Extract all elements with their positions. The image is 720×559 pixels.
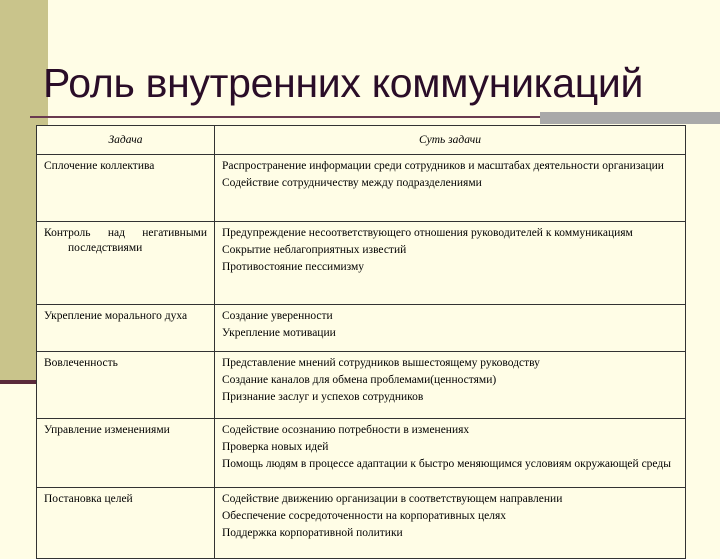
essence-item: Противостояние пессимизму bbox=[222, 261, 365, 273]
task-label: Сплочение коллектива bbox=[44, 160, 155, 172]
task-cell bbox=[37, 488, 215, 559]
table-row bbox=[37, 488, 686, 559]
essence-item: Обеспечение сосредоточенности на корпоративных целях bbox=[222, 510, 507, 522]
task-label: Вовлеченность bbox=[44, 357, 118, 369]
essence-item: Распространение информации среди сотрудников и масштабах деятельности организации bbox=[222, 160, 664, 172]
tasks-table bbox=[36, 125, 686, 559]
essence-cell bbox=[215, 155, 686, 222]
essence-item: Поддержка корпоративной политики bbox=[222, 527, 403, 539]
essence-item: Признание заслуг и успехов сотрудников bbox=[222, 391, 424, 403]
essence-item: Предупреждение несоответствующего отношения руководителей к коммуникациям bbox=[222, 227, 633, 239]
task-label: Укрепление морального духа bbox=[44, 310, 188, 322]
essence-cell bbox=[215, 488, 686, 559]
slide-title: Роль внутренних коммуникаций bbox=[43, 60, 644, 106]
task-label: Контроль над негативными последствиями bbox=[44, 227, 207, 254]
essence-item: Помощь людям в процессе адаптации к быстро меняющимся условиям окружающей среды bbox=[222, 458, 671, 470]
essence-cell bbox=[215, 352, 686, 419]
essence-cell bbox=[215, 222, 686, 305]
essence-item: Создание каналов для обмена проблемами(ценностями) bbox=[222, 374, 497, 386]
task-cell bbox=[37, 419, 215, 488]
table-row bbox=[37, 419, 686, 488]
header-essence: Суть задачи bbox=[215, 126, 686, 155]
table-row bbox=[37, 352, 686, 419]
essence-item: Создание уверенности bbox=[222, 310, 333, 322]
table-row bbox=[37, 305, 686, 352]
table-row bbox=[37, 222, 686, 305]
title-underline-block bbox=[540, 112, 720, 124]
header-task: Задача bbox=[37, 126, 215, 155]
essence-item: Представление мнений сотрудников вышестоящему руководству bbox=[222, 357, 540, 369]
essence-item: Укрепление мотивации bbox=[222, 327, 336, 339]
essence-item: Проверка новых идей bbox=[222, 441, 329, 453]
task-cell bbox=[37, 352, 215, 419]
task-label: Управление изменениями bbox=[44, 424, 170, 436]
essence-item: Сокрытие неблагоприятных известий bbox=[222, 244, 407, 256]
task-cell bbox=[37, 222, 215, 305]
essence-cell bbox=[215, 419, 686, 488]
essence-item: Содействие сотрудничеству между подразделениями bbox=[222, 177, 482, 189]
table-row bbox=[37, 155, 686, 222]
task-cell bbox=[37, 155, 215, 222]
essence-cell bbox=[215, 305, 686, 352]
table-header-row bbox=[37, 126, 686, 155]
essence-item: Содействие движению организации в соответствующем направлении bbox=[222, 493, 563, 505]
task-cell bbox=[37, 305, 215, 352]
essence-item: Содействие осознанию потребности в изменениях bbox=[222, 424, 470, 436]
task-label: Постановка целей bbox=[44, 493, 133, 505]
